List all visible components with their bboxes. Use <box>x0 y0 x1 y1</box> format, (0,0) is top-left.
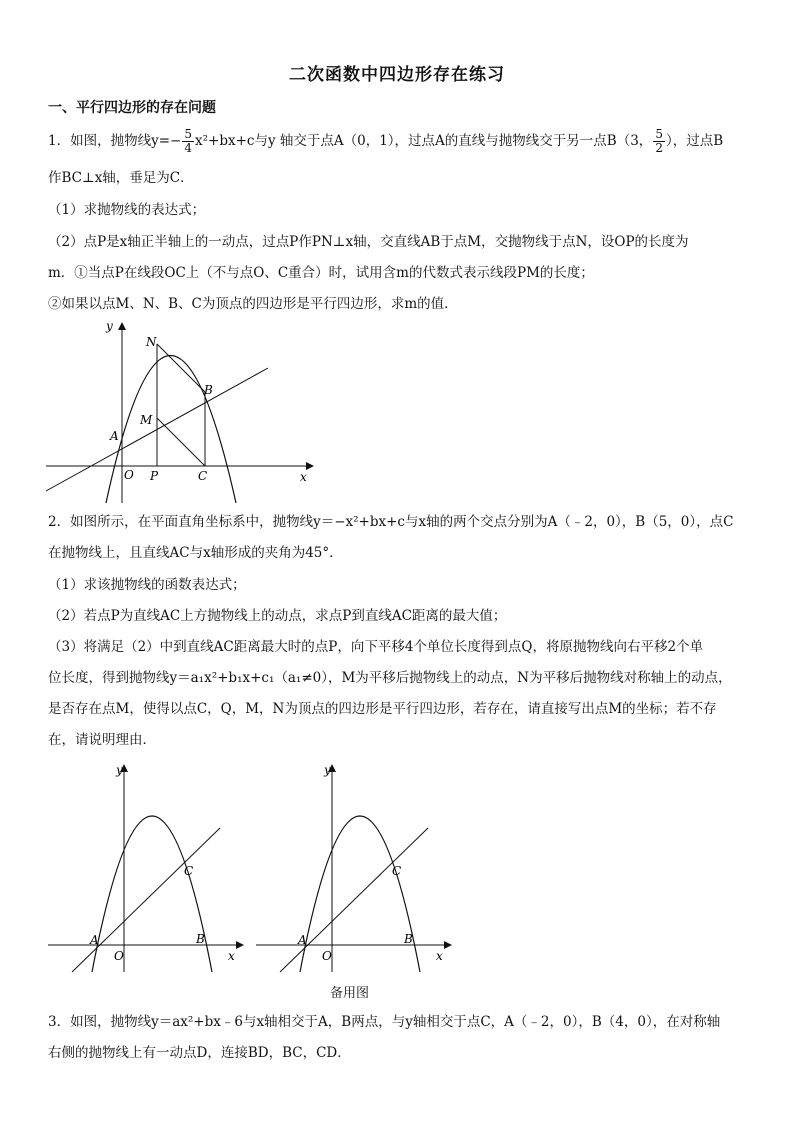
fig1-label-c: C <box>198 469 208 483</box>
fig2-label-x: x <box>228 949 235 963</box>
fig2-label-b: B <box>196 932 205 946</box>
q1-part2a: （2）点P是x轴正半轴上的一动点，过点P作PN⊥x轴，交直线AB于点M，交抛物线于点N，设OP的长度为 <box>48 234 689 250</box>
fig1-label-p: P <box>150 469 159 483</box>
section-heading: 一、平行四边形的存在问题 <box>48 100 216 116</box>
q1-part2b: m．①当点P在线段OC上（不与点O、C重合）时，试用含m的代数式表示线段PM的长度； <box>48 265 594 281</box>
q2-line2: 在抛物线上，且直线AC与x轴形成的夹角为45°． <box>48 545 343 561</box>
fig1-label-b: B <box>204 383 213 397</box>
fig2-label-o: O <box>114 949 124 963</box>
fig1-label-a: A <box>110 429 119 443</box>
fig1-label-n: N <box>146 335 157 349</box>
q3-line1: 3．如图，抛物线y＝ax²+bx﹣6与x轴相交于A，B两点，与y轴相交于点C，A（﹣2，0），B（4，0），在对称轴 <box>48 1014 721 1030</box>
fig3-label-o: O <box>322 949 332 963</box>
q1-line1 <box>48 128 748 155</box>
q1-part1: （1）求抛物线的表达式； <box>48 202 206 218</box>
q1-tail: ），过点B <box>665 133 724 149</box>
q2-part3d: 在，请说明理由． <box>48 732 156 748</box>
q2-figure <box>44 760 244 975</box>
q2-part1: （1）求该抛物线的函数表达式； <box>48 577 246 593</box>
q2-part3a: （3）将满足（2）中到直线AC距离最大时的点P，向下平移4个单位长度得到点Q，将原抛物线向右平移2个单 <box>48 639 704 655</box>
fig1-label-m: M <box>140 413 153 427</box>
q1-fraction-b: $\frac{5}{2}$ <box>655 127 663 155</box>
q1-fraction: $\frac{5}{4}$ <box>184 127 192 155</box>
fig1-label-o: O <box>124 468 134 482</box>
q1-point-text: 与y 轴交于点A（0，1），过点A的直线与抛物线交于另一点B（3， <box>254 133 653 149</box>
fig3-label-x: x <box>436 949 443 963</box>
q2-line1: 2．如图所示，在平面直角坐标系中，抛物线y＝−x²+bx+c与x轴的两个交点分别为A（﹣2，0），B（5，0），点C <box>48 514 734 530</box>
fig3-label-c: C <box>392 864 402 878</box>
q2-part2: （2）若点P为直线AC上方抛物线上的动点，求点P到直线AC距离的最大值； <box>48 608 507 624</box>
fig1-label-y: y <box>106 319 113 333</box>
q1-eq-lhs: y=− <box>151 133 182 149</box>
q1-part2c: ②如果以点M、N、B、C为顶点的四边形是平行四边形，求m的值． <box>48 296 458 312</box>
fig2-label-c: C <box>184 864 194 878</box>
page-title: 二次函数中四边形存在练习 <box>289 65 505 85</box>
q2-part3b: 位长度，得到抛物线y＝a₁x²+b₁x+c₁（a₁≠0），M为平移后抛物线上的动点，N为平移后抛物线对称轴上的动点， <box>48 670 732 686</box>
q1-line2: 作BC⊥x轴，垂足为C． <box>48 170 194 186</box>
fig2-label-a: A <box>90 933 99 947</box>
fig3-label-y: y <box>324 763 331 777</box>
q1-number: 1． <box>48 133 71 149</box>
fig3-label-b: B <box>404 932 413 946</box>
q1-intro: 如图，抛物线 <box>70 133 152 149</box>
q1-eq-rest: x²+bx+c <box>194 133 255 149</box>
fig3-label-a: A <box>298 933 307 947</box>
q2-spare-figure <box>252 760 452 975</box>
q3-line2: 右侧的抛物线上有一动点D，连接BD，BC，CD． <box>48 1045 351 1061</box>
q1-figure <box>40 318 320 508</box>
fig2-label-y: y <box>116 763 123 777</box>
spare-figure-caption: 备用图 <box>330 986 370 1001</box>
fig1-label-x: x <box>300 470 307 484</box>
q2-part3c: 是否存在点M，使得以点C，Q，M，N为顶点的四边形是平行四边形，若存在，请直接写出点M的坐标；若不存 <box>48 701 717 717</box>
